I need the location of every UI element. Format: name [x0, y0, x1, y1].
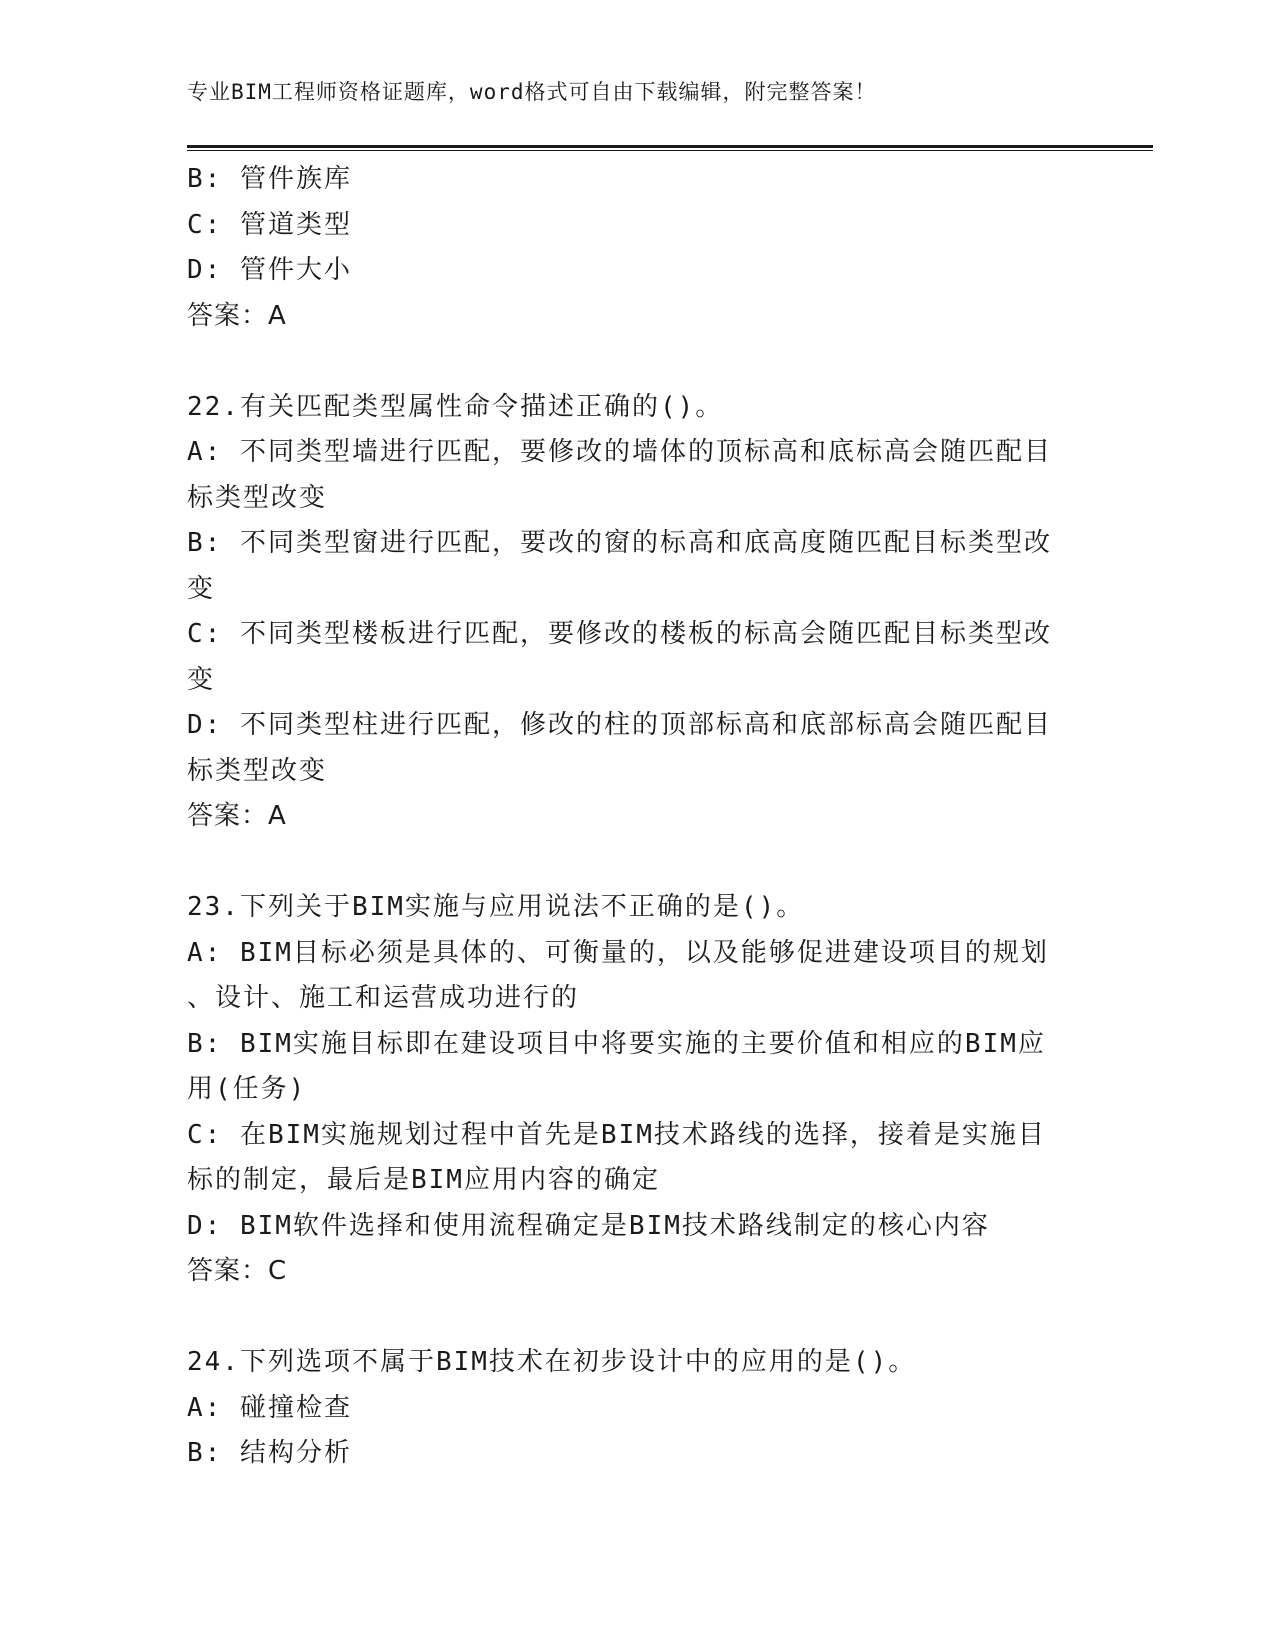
answer: 答案：A	[187, 801, 287, 831]
option-a: A: 不同类型墙进行匹配，要修改的墙体的顶标高和底标高会随匹配目	[187, 437, 1052, 467]
question-stem: 22.有关匹配类型属性命令描述正确的()。	[187, 391, 724, 422]
answer: 答案：A	[187, 300, 287, 331]
option-a-continued: 、设计、施工和运营成功进行的	[187, 983, 580, 1013]
spacer	[187, 1295, 1087, 1341]
spacer	[187, 339, 1087, 385]
page-header: 专业BIM工程师资格证题库，word格式可自由下载编辑，附完整答案！	[187, 80, 877, 104]
option-a: A: BIM目标必须是具体的、可衡量的，以及能够促进建设项目的规划	[187, 937, 1049, 968]
header-divider-thick	[187, 145, 1153, 148]
option-c-continued: 标的制定，最后是BIM应用内容的确定	[187, 1165, 660, 1195]
question-22	[187, 385, 1087, 840]
answer: 答案：C	[187, 1256, 288, 1286]
option-c: C: 在BIM实施规划过程中首先是BIM技术路线的选择，接着是实施目	[187, 1119, 1046, 1150]
option-b: B: 不同类型窗进行匹配，要改的窗的标高和底高度随匹配目标类型改	[187, 528, 1052, 558]
option-c-continued: 变	[187, 664, 216, 695]
option-b: B: 结构分析	[187, 1438, 352, 1468]
option-b-continued: 变	[187, 573, 216, 604]
option-b: B: 管件族库	[187, 164, 352, 194]
option-d: D: BIM软件选择和使用流程确定是BIM技术路线制定的核心内容	[187, 1210, 990, 1241]
question-21-continued	[187, 157, 1087, 339]
question-stem: 24.下列选项不属于BIM技术在初步设计中的应用的是()。	[187, 1347, 917, 1377]
question-23	[187, 885, 1087, 1295]
option-b-continued: 用(任务)	[187, 1074, 307, 1104]
option-d: D: 管件大小	[187, 255, 352, 285]
document-body	[187, 157, 1087, 1477]
option-a-continued: 标类型改变	[187, 482, 328, 513]
option-d-continued: 标类型改变	[187, 755, 328, 786]
question-stem: 23.下列关于BIM实施与应用说法不正确的是()。	[187, 892, 805, 922]
option-a: A: 碰撞检查	[187, 1392, 352, 1423]
option-c: C: 管道类型	[187, 209, 352, 240]
option-d: D: 不同类型柱进行匹配，修改的柱的顶部标高和底部标高会随匹配目	[187, 710, 1052, 740]
option-c: C: 不同类型楼板进行匹配，要修改的楼板的标高会随匹配目标类型改	[187, 619, 1052, 649]
header-divider-thin	[187, 150, 1153, 151]
spacer	[187, 840, 1087, 886]
option-b: B: BIM实施目标即在建设项目中将要实施的主要价值和相应的BIM应	[187, 1028, 1046, 1059]
question-24	[187, 1340, 1087, 1477]
